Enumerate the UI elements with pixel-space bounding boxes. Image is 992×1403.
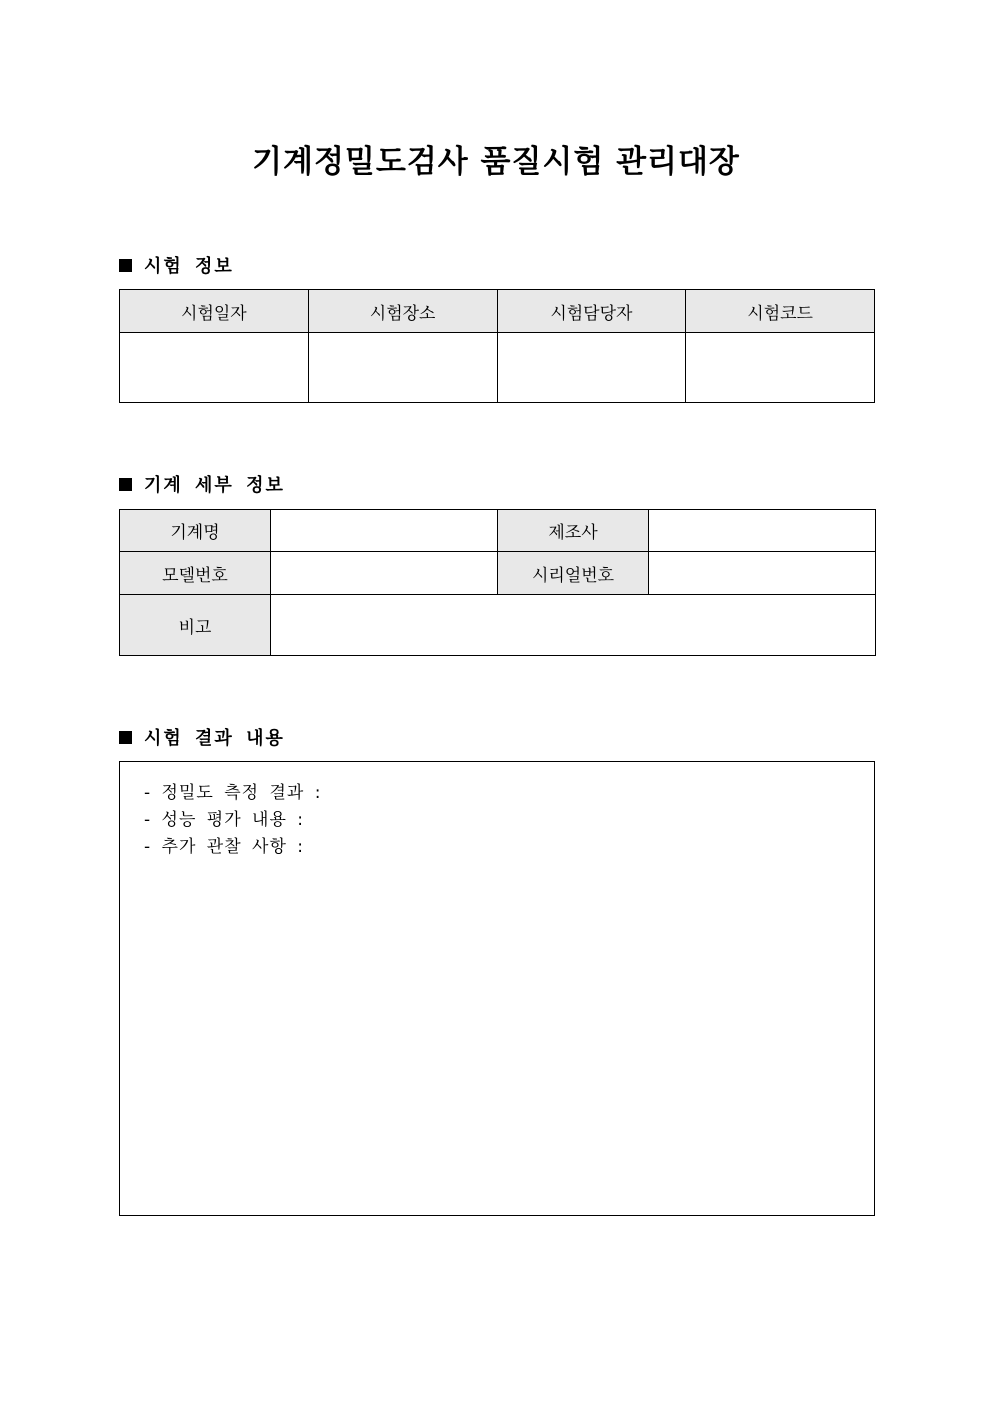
square-bullet-icon bbox=[119, 478, 132, 491]
table-row bbox=[120, 333, 875, 403]
column-header-test-code: 시험코드 bbox=[686, 290, 875, 333]
remark-field[interactable] bbox=[271, 595, 876, 656]
column-header-test-location: 시험장소 bbox=[308, 290, 497, 333]
column-header-test-manager: 시험담당자 bbox=[497, 290, 686, 333]
square-bullet-icon bbox=[119, 259, 132, 272]
remark-label: 비고 bbox=[120, 595, 271, 656]
section-heading-label: 기계 세부 정보 bbox=[144, 475, 285, 496]
manufacturer-label: 제조사 bbox=[498, 510, 649, 552]
machine-info-table bbox=[119, 509, 876, 656]
column-header-test-date: 시험일자 bbox=[120, 290, 309, 333]
test-date-field[interactable] bbox=[120, 333, 309, 403]
list-item: - 성능 평가 내용 : bbox=[144, 810, 305, 830]
table-row bbox=[120, 595, 876, 656]
section-heading-machine-info bbox=[119, 472, 285, 496]
list-item: - 추가 관찰 사항 : bbox=[144, 837, 305, 857]
section-heading-results bbox=[119, 725, 285, 749]
section-heading-label: 시험 정보 bbox=[144, 256, 234, 277]
machine-name-field[interactable] bbox=[271, 510, 498, 552]
model-number-field[interactable] bbox=[271, 552, 498, 595]
table-header-row bbox=[120, 290, 875, 333]
square-bullet-icon bbox=[119, 731, 132, 744]
serial-number-label: 시리얼번호 bbox=[498, 552, 649, 595]
test-location-field[interactable] bbox=[308, 333, 497, 403]
section-heading-label: 시험 결과 내용 bbox=[144, 728, 285, 749]
test-code-field[interactable] bbox=[686, 333, 875, 403]
manufacturer-field[interactable] bbox=[649, 510, 876, 552]
document-title: 기계정밀도검사 품질시험 관리대장 bbox=[252, 144, 740, 180]
test-manager-field[interactable] bbox=[497, 333, 686, 403]
table-row bbox=[120, 510, 876, 552]
machine-name-label: 기계명 bbox=[120, 510, 271, 552]
section-heading-test-info bbox=[119, 253, 234, 277]
model-number-label: 모델번호 bbox=[120, 552, 271, 595]
table-row bbox=[120, 552, 876, 595]
list-item: - 정밀도 측정 결과 : bbox=[144, 783, 322, 803]
test-info-table bbox=[119, 289, 875, 403]
results-list bbox=[120, 762, 874, 861]
serial-number-field[interactable] bbox=[649, 552, 876, 595]
results-textarea[interactable] bbox=[119, 761, 875, 1216]
